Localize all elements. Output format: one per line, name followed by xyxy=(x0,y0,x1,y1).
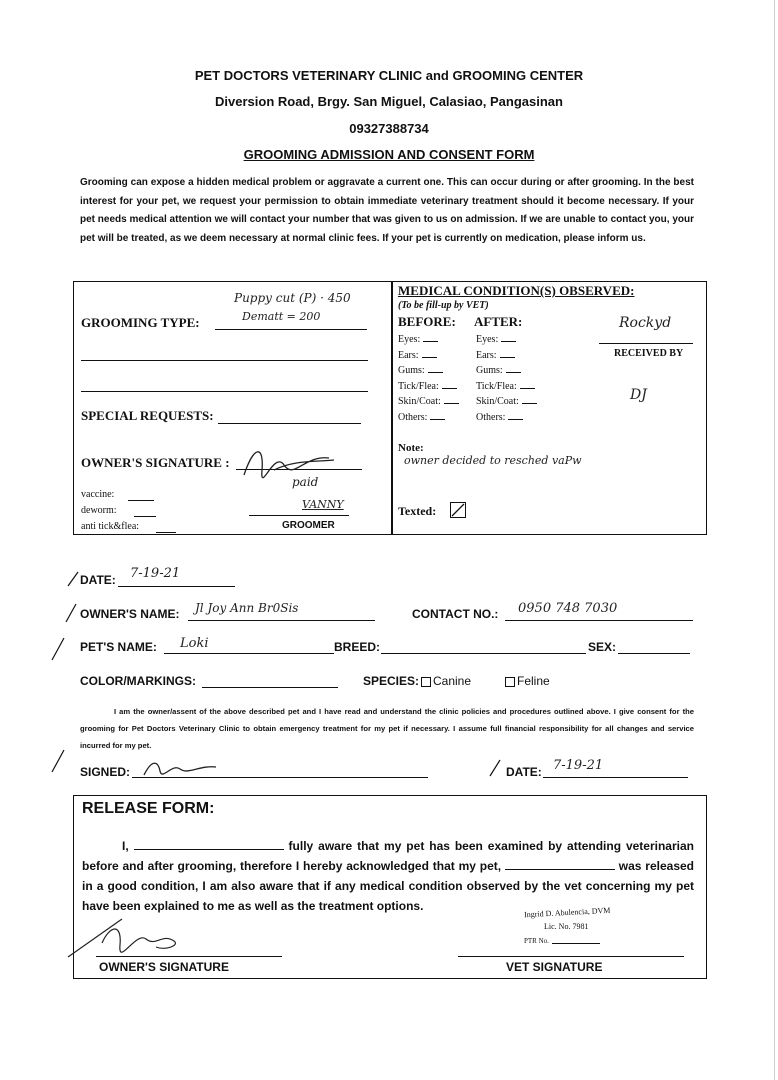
after-condition-row xyxy=(476,394,537,407)
vet-sig-label: VET SIGNATURE xyxy=(506,960,603,974)
texted-label: Texted: xyxy=(398,504,437,518)
before-condition-row xyxy=(398,394,459,407)
before-condition-label: Eyes: xyxy=(398,334,421,345)
feline-label: Feline xyxy=(517,674,550,688)
before-condition-row xyxy=(398,363,443,376)
after-condition-label: Eyes: xyxy=(476,334,499,345)
after-condition-label: Skin/Coat: xyxy=(476,396,519,407)
antitick-line xyxy=(156,532,176,533)
before-condition-blank[interactable] xyxy=(442,379,457,389)
vaccine-line xyxy=(128,500,154,501)
release-text-1: I, xyxy=(122,839,129,853)
medical-subtitle: (To be fill-up by VET) xyxy=(398,300,489,311)
grooming-type-label: GROOMING TYPE: xyxy=(81,315,200,330)
received-by-line xyxy=(599,343,693,344)
vet-stamp-ptr: PTR No. xyxy=(524,937,549,945)
deworm-label: deworm: xyxy=(81,505,117,516)
release-text-2: fully aware that my pet has been examined by attending veterinarian before and after grooming, therefore I hereby acknowledged that my pet, xyxy=(82,839,694,873)
feline-checkbox[interactable] xyxy=(505,677,515,687)
note-text: owner decided to resched vaPw xyxy=(404,454,582,467)
vet-ptr-line xyxy=(552,943,600,944)
sex-line xyxy=(618,653,690,654)
before-condition-label: Skin/Coat: xyxy=(398,396,441,407)
after-condition-label: Tick/Flea: xyxy=(476,380,517,392)
vet-sig-line xyxy=(458,956,684,957)
after-label: AFTER: xyxy=(474,314,523,329)
grooming-type-hand-2: Dematt = 200 xyxy=(242,310,321,323)
release-body xyxy=(82,836,694,916)
signed-date-line xyxy=(543,777,688,778)
received-initials: DJ xyxy=(630,387,647,403)
before-condition-label: Tick/Flea: xyxy=(398,380,439,392)
release-title: RELEASE FORM: xyxy=(82,800,215,817)
check-slash-icon xyxy=(451,503,465,517)
before-condition-blank[interactable] xyxy=(428,363,443,373)
before-condition-row xyxy=(398,379,457,392)
contact-line xyxy=(505,620,693,621)
date-line xyxy=(118,586,235,587)
color-label: COLOR/MARKINGS: xyxy=(80,674,196,688)
tick-mark-icon xyxy=(50,636,66,662)
contact-value: 0950 748 7030 xyxy=(518,601,618,616)
scan-edge xyxy=(774,0,775,1080)
received-by-label: RECEIVED BY xyxy=(614,348,684,359)
note-label: Note: xyxy=(398,442,424,454)
groomer-line xyxy=(249,515,349,516)
pet-name-value: Loki xyxy=(180,636,209,651)
vet-stamp-lic: Lic. No. 7981 xyxy=(544,922,589,931)
grooming-line-3 xyxy=(81,391,368,392)
release-name-blank[interactable] xyxy=(134,837,284,850)
canine-label: Canine xyxy=(433,674,472,688)
after-condition-blank[interactable] xyxy=(501,332,516,342)
signed-signature-scribble xyxy=(140,757,220,779)
date-label: DATE: xyxy=(80,573,116,587)
date-value: 7-19-21 xyxy=(130,566,181,581)
owner-release-sig-label: OWNER'S SIGNATURE xyxy=(99,960,229,974)
deworm-line xyxy=(134,516,156,517)
before-condition-label: Gums: xyxy=(398,365,425,376)
owner-release-sig-line xyxy=(96,956,282,957)
box-divider xyxy=(391,282,393,534)
received-by-signature: Rockyd xyxy=(619,315,672,331)
before-condition-row xyxy=(398,332,438,345)
before-condition-row xyxy=(398,410,445,423)
after-condition-row xyxy=(476,363,521,376)
before-condition-label: Others: xyxy=(398,411,428,423)
after-condition-row xyxy=(476,332,516,345)
texted-checkbox[interactable] xyxy=(450,502,466,518)
special-requests-line xyxy=(218,423,361,424)
medical-title: MEDICAL CONDITION(S) OBSERVED: xyxy=(398,283,635,298)
tick-mark-icon xyxy=(66,570,80,588)
groomer-signature: VANNY xyxy=(302,498,344,511)
grooming-type-line xyxy=(215,329,367,330)
after-condition-row xyxy=(476,379,535,392)
after-condition-blank[interactable] xyxy=(520,379,535,389)
signed-date-value: 7-19-21 xyxy=(553,758,604,773)
release-pet-blank[interactable] xyxy=(505,857,615,870)
after-condition-blank[interactable] xyxy=(508,410,523,420)
clinic-name: PET DOCTORS VETERINARY CLINIC and GROOMING CENTER xyxy=(194,68,584,83)
groomer-hand-note: paid xyxy=(292,475,319,489)
special-requests-label: SPECIAL REQUESTS: xyxy=(81,408,214,423)
before-condition-blank[interactable] xyxy=(423,332,438,342)
clinic-address: Diversion Road, Brgy. San Miguel, Calasiao, Pangasinan xyxy=(215,94,563,109)
before-condition-blank[interactable] xyxy=(422,348,437,358)
vet-stamp-name: Ingrid D. Abulencia, DVM xyxy=(523,905,611,920)
after-condition-blank[interactable] xyxy=(522,394,537,404)
tick-mark-icon xyxy=(488,758,502,778)
before-condition-blank[interactable] xyxy=(444,394,459,404)
groomer-label: GROOMER xyxy=(282,520,335,531)
owner-signature-label: OWNER'S SIGNATURE : xyxy=(81,455,230,470)
consent-text: I am the owner/assent of the above described pet and I have read and understand the clinic policies and procedures outlined above. I give consent for the grooming for Pet Doctors Veterinary Clinic to obtain emergency treatment for my pet if necessary. I assume full financial responsibility for all changes and service incurred for my pet. xyxy=(80,707,694,750)
contact-label: CONTACT NO.: xyxy=(412,607,499,621)
after-condition-label: Gums: xyxy=(476,365,503,376)
after-condition-label: Ears: xyxy=(476,349,497,361)
release-form-box xyxy=(73,795,707,979)
signed-label: SIGNED: xyxy=(80,765,131,779)
canine-checkbox[interactable] xyxy=(421,677,431,687)
tick-mark-icon xyxy=(64,602,78,624)
form-title: GROOMING ADMISSION AND CONSENT FORM xyxy=(243,147,535,162)
after-condition-blank[interactable] xyxy=(506,363,521,373)
signed-date-label: DATE: xyxy=(506,765,542,779)
sex-label: SEX: xyxy=(588,640,617,654)
vaccine-label: vaccine: xyxy=(81,489,115,500)
breed-label: BREED: xyxy=(334,640,381,654)
antitick-label: anti tick&flea: xyxy=(81,521,140,532)
color-line xyxy=(202,687,338,688)
before-label: BEFORE: xyxy=(398,314,456,329)
consent-paragraph xyxy=(80,703,694,754)
breed-line xyxy=(381,653,586,654)
after-condition-row xyxy=(476,410,523,423)
pet-name-line xyxy=(164,653,334,654)
grooming-box xyxy=(73,281,707,535)
owner-name-value: Jl Joy Ann Br0Sis xyxy=(195,601,299,615)
intro-paragraph: Grooming can expose a hidden medical problem or aggravate a current one. This can occur during or after grooming. In the best interest for your pet, we request your permission to obtain immediate veterinary treatment should it become necessary. If your pet needs medical attention we will contact your number that was given to us on admission. If we are unable to contact you, your pet will be treated, as we deem necessary at normal clinic fees. If your pet is currently on medication, please inform us. xyxy=(80,177,694,244)
grooming-line-2 xyxy=(81,360,368,361)
tick-mark-icon xyxy=(50,748,66,774)
owner-signature-scribble xyxy=(234,440,344,490)
after-condition-row xyxy=(476,348,515,361)
owner-name-label: OWNER'S NAME: xyxy=(80,607,180,621)
after-condition-label: Others: xyxy=(476,411,506,423)
owner-name-line xyxy=(188,620,375,621)
species-label: SPECIES: xyxy=(363,674,420,688)
grooming-type-hand-1: Puppy cut (P) · 450 xyxy=(234,291,351,305)
before-condition-label: Ears: xyxy=(398,349,419,361)
clinic-phone: 09327388734 xyxy=(349,121,429,136)
after-condition-blank[interactable] xyxy=(500,348,515,358)
before-condition-blank[interactable] xyxy=(430,410,445,420)
release-text-3: was released in a good condition, I am also aware that if any medical condition observed by the vet concerning my pet have been explained to me as well as the treatment options. xyxy=(82,859,695,913)
before-condition-row xyxy=(398,348,437,361)
pet-name-label: PET'S NAME: xyxy=(80,640,157,654)
